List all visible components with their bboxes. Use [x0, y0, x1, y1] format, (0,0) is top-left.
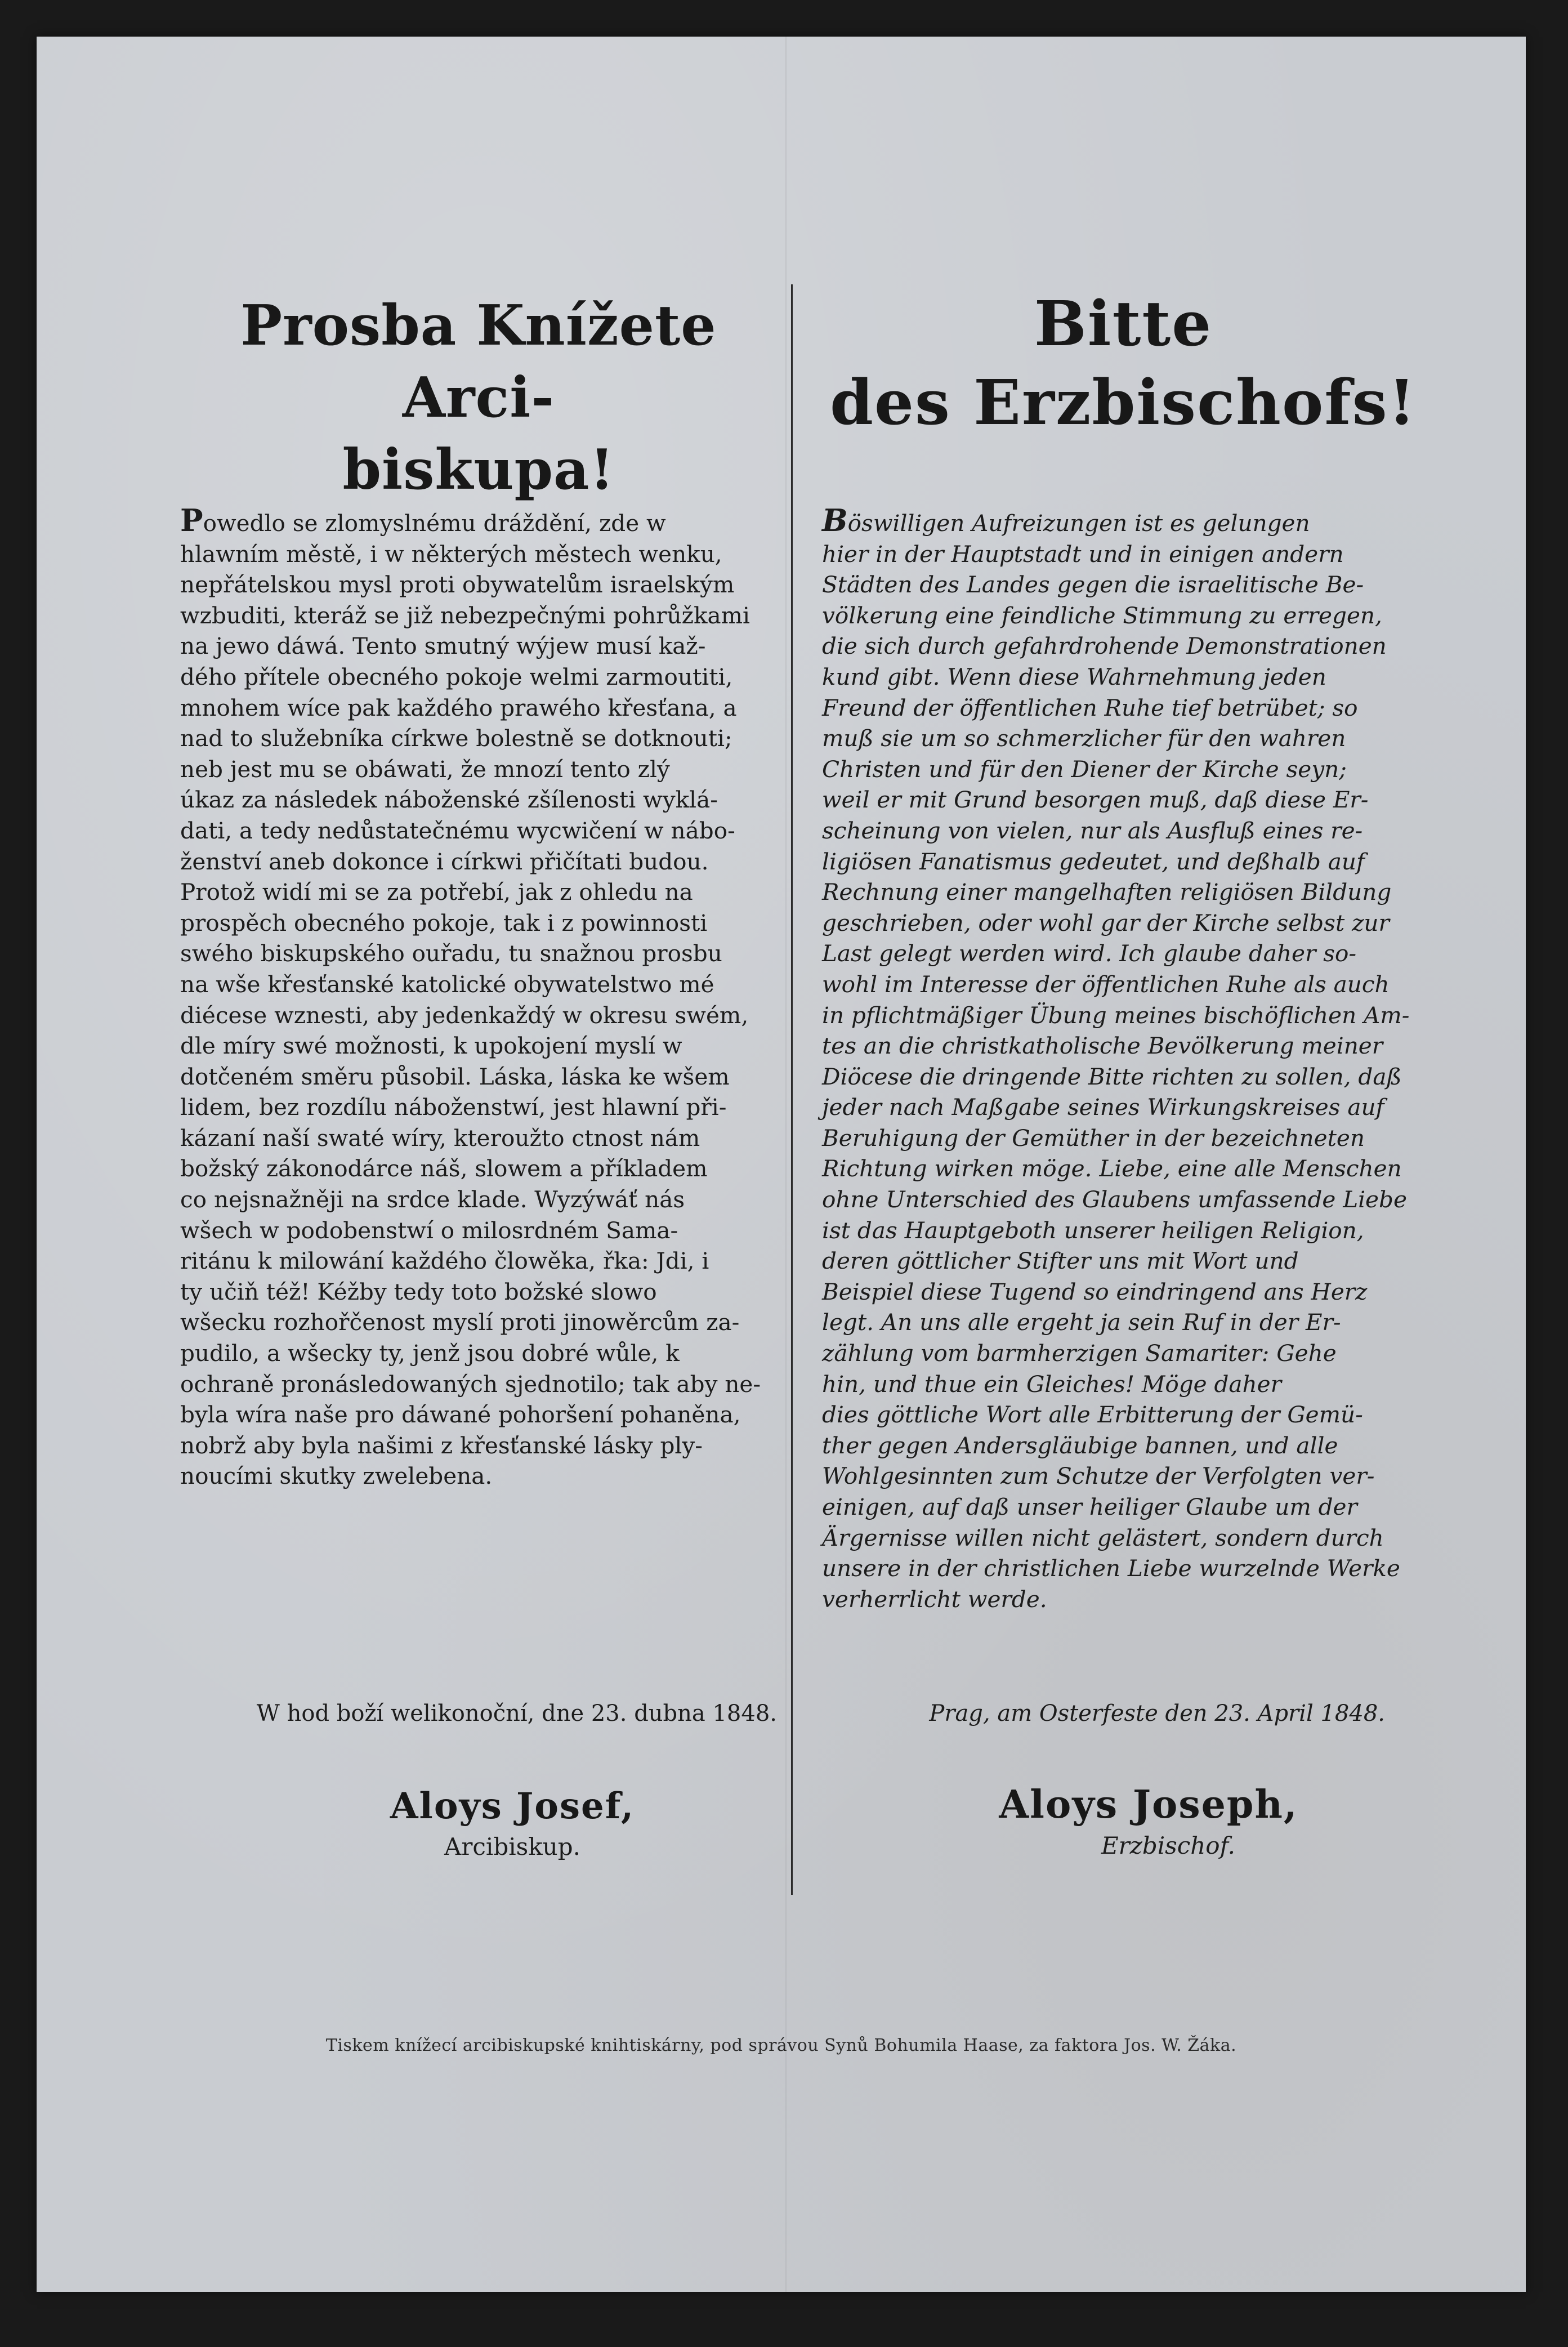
poster-sheet [37, 37, 1526, 2292]
czech-initial: P [180, 502, 203, 538]
german-body [822, 502, 1424, 1614]
german-body-text: öswilligen Aufreizungen ist es gelungen hier in der Hauptstadt und in einigen andern Städten des Landes gegen die israelitische Be- völkerung eine feindliche Stimmung zu erregen, die sich durch gefahrdrohende Demonstrationen kund gibt. Wenn diese Wahrnehmung jeden Freund der öffentlichen Ruhe tief betrübet; so muß sie um so schmerzlicher für den wahren Christen und für den Diener der Kirche seyn; weil er mit Grund besorgen muß, daß diese Er- scheinung von vielen, nur als Ausfluß eines re- ligiösen Fanatismus gedeutet, und deßhalb auf Rechnung einer mangelhaften religiösen Bildung geschrieben, oder wohl gar der Kirche selbst zur Last gelegt werden wird. Ich glaube daher so- wohl im Interesse der öffentlichen Ruhe als auch in pflichtmäßiger Übung meines bischöflichen Am- tes an die christkatholische Bevölkerung meiner Diöcese die dringende Bitte richten zu sollen, daß jeder nach Maßgabe seines Wirkungskreises auf Beruhigung der Gemüther in der bezeichneten Richtung wirken möge. Liebe, eine alle Menschen ohne Unterschied des Glaubens umfassende Liebe ist das Hauptgeboth unserer heiligen Religion, deren göttlicher Stifter uns mit Wort und Beispiel diese Tugend so eindringend ans Herz legt. An uns alle ergeht ja sein Ruf in der Er- zählung vom barmherzigen Samariter: Gehe hin, und thue ein Gleiches! Möge daher dies göttliche Wort alle Erbitterung der Gemü- ther gegen Andersgläubige bannen, und alle Wohlgesinnten zum Schutze der Verfolgten ver- einigen, auf daß unser heiliger Glaube um der Ärgernisse willen nicht gelästert, sondern durch unsere in der christlichen Liebe wurzelnde Werke verherrlicht werde. [822, 510, 1410, 1613]
german-date: Prag, am Osterfeste den 23. April 1848. [929, 1701, 1385, 1726]
czech-title: Prosba Knížete Arci- biskupa! [240, 293, 717, 502]
czech-body [180, 502, 777, 1492]
column-divider [791, 284, 793, 1895]
german-title: Bitte des Erzbischofs! [830, 287, 1417, 439]
czech-date: W hod boží welikonoční, dne 23. dubna 1848. [256, 1701, 777, 1726]
german-role: Erzbischof. [1101, 1832, 1235, 1859]
czech-body-text: owedlo se zlomyslnému dráždění, zde w hlawním městě, i w některých městech wenku, nepřátelskou mysl proti obywatelům israelským wzbuditi, kteráž se již nebezpečnými pohrůžkami na jewo dáwá. Tento smutný wýjew musí kaž- dého přítele obecného pokoje welmi zarmoutiti, mnohem wíce pak každého prawého křesťana, a nad to služebníka církwe bolestně se dotknouti; neb jest mu se obáwati, že mnozí tento zlý úkaz za následek náboženské zšílenosti wyklá- dati, a tedy nedůstatečnému wycwičení w nábo- ženství aneb dokonce i církwi přičítati budou. Protož widí mi se za potřebí, jak z ohledu na prospěch obecného pokoje, tak i z powinnosti swého biskupského ouřadu, tu snažnou prosbu na wše křesťanské katolické obywatelstwo mé diécese wznesti, aby jedenkaždý w okresu swém, dle míry swé možnosti, k upokojení myslí w dotčeném směru působil. Láska, láska ke wšem lidem, bez rozdílu náboženstwí, jest hlawní při- kázaní naší swaté wíry, kteroužto ctnost nám božský zákonodárce náš, slowem a příkladem co nejsnažněji na srdce klade. Wyzýwáť nás wšech w podobenstwí o milosrdném Sama- ritánu k milowání každého člowěka, řka: Jdi, i ty učiň též! Kéžby tedy toto božské slowo wšecku rozhořčenost myslí proti jinowěrcům za- pudilo, a wšecky ty, jenž jsou dobré wůle, k ochraně pronásledowaných sjednotilo; tak aby ne- byla wíra naše pro dáwané pohoršení pohaněna, nobrž aby byla našimi z křesťanské lásky ply- noucími skutky zwelebena. [180, 510, 761, 1490]
printer-imprint: Tiskem knížecí arcibiskupské knihtiskárny, pod správou Synů Bohumila Haase, za faktora Jos. W. Žáka. [325, 2036, 1237, 2055]
german-signature: Aloys Joseph, [999, 1782, 1298, 1827]
czech-role: Arcibiskup. [444, 1833, 580, 1860]
paper-fold [785, 37, 787, 2292]
german-initial: B [822, 502, 848, 538]
czech-signature: Aloys Josef, [390, 1785, 635, 1827]
